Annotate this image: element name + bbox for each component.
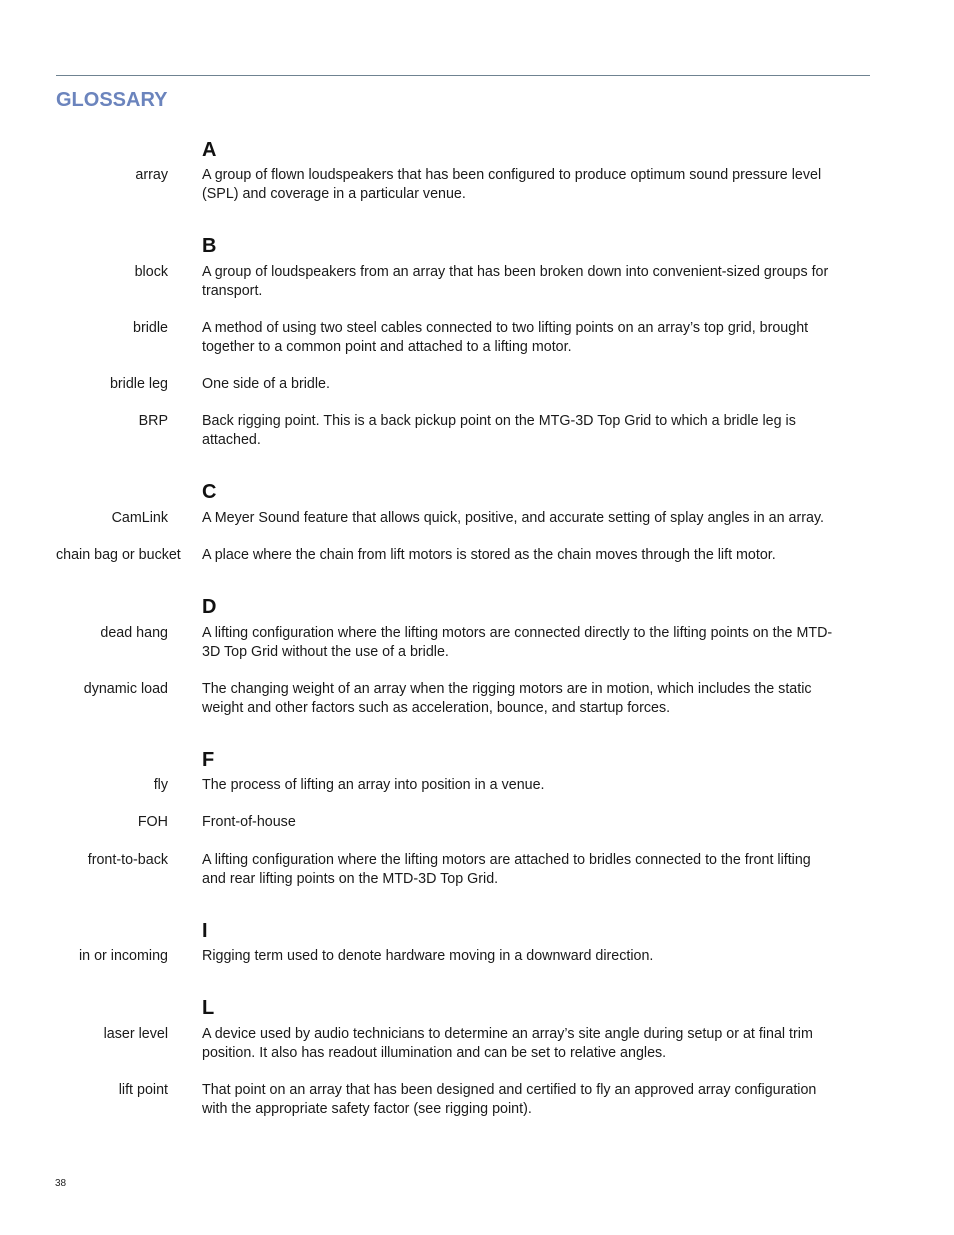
definition-line: Front-of-house <box>202 814 296 830</box>
definition-line: with the appropriate safety factor (see rigging point). <box>202 1100 532 1117</box>
glossary-term: BRP <box>138 413 168 429</box>
definition-line: together to a common point and attached to a lifting motor. <box>202 338 572 355</box>
definition-line: The process of lifting an array into position in a venue. <box>202 777 545 793</box>
section-letter-f: F <box>202 749 215 771</box>
glossary-definition <box>202 412 870 449</box>
definition-line: The changing weight of an array when the rigging motors are in motion, which includes the static <box>202 681 812 697</box>
glossary-definition <box>202 166 870 203</box>
glossary-definition <box>202 546 870 565</box>
section-letter-l: L <box>202 997 215 1019</box>
glossary-term: laser level <box>103 1026 168 1042</box>
definition-line: (SPL) and coverage in a particular venue. <box>202 185 466 202</box>
glossary-definition <box>202 319 870 356</box>
definition-line: attached. <box>202 431 261 448</box>
definition-line: 3D Top Grid without the use of a bridle. <box>202 643 449 660</box>
glossary-definition <box>202 851 870 888</box>
glossary-term: array <box>135 167 168 183</box>
page-number: 38 <box>55 1178 67 1189</box>
glossary-term: dynamic load <box>83 681 168 697</box>
glossary-term: front-to-back <box>87 852 168 868</box>
glossary-definition <box>202 263 870 300</box>
glossary-definition <box>202 1081 870 1118</box>
glossary-term: bridle <box>133 320 168 336</box>
definition-line: A group of loudspeakers from an array that has been broken down into convenient-sized groups for <box>202 264 829 280</box>
definition-line: transport. <box>202 282 263 299</box>
definition-line: A lifting configuration where the lifting motors are connected directly to the lifting points on the MTD- <box>202 625 833 641</box>
glossary-term: in or incoming <box>79 948 168 964</box>
definition-line: A Meyer Sound feature that allows quick, positive, and accurate setting of splay angles in an array. <box>202 510 824 526</box>
definition-line: A place where the chain from lift motors is stored as the chain moves through the lift motor. <box>202 547 776 563</box>
glossary-term: block <box>134 264 168 280</box>
glossary-definition <box>202 947 870 966</box>
glossary-definition <box>202 624 870 661</box>
glossary-term: fly <box>153 777 168 793</box>
definition-line: and rear lifting points on the MTD-3D Top Grid. <box>202 870 499 887</box>
glossary-definition <box>202 1025 870 1062</box>
section-letter-b: B <box>202 235 217 257</box>
definition-line: That point on an array that has been designed and certified to fly an approved array configuration <box>202 1082 817 1098</box>
glossary-definition <box>202 776 870 795</box>
section-letter-d: D <box>202 596 217 618</box>
glossary-term: lift point <box>118 1082 168 1098</box>
definition-line: A method of using two steel cables connected to two lifting points on an array’s top grid, brought <box>202 320 809 336</box>
glossary-definition <box>202 509 870 528</box>
definition-line: A device used by audio technicians to determine an array’s site angle during setup or at final trim <box>202 1026 813 1042</box>
glossary-definition <box>202 375 870 394</box>
definition-line: One side of a bridle. <box>202 376 330 392</box>
section-letter-i: I <box>202 920 208 942</box>
glossary-term: FOH <box>137 814 168 830</box>
header-rule <box>56 75 870 76</box>
definition-line: A group of flown loudspeakers that has been configured to produce optimum sound pressure level <box>202 167 822 183</box>
glossary-definition <box>202 813 870 832</box>
definition-line: Rigging term used to denote hardware moving in a downward direction. <box>202 948 654 964</box>
glossary-definition <box>202 680 870 717</box>
glossary-term: chain bag or bucket <box>56 547 181 563</box>
page-title: GLOSSARY <box>56 89 168 111</box>
glossary-term: bridle leg <box>109 376 168 392</box>
definition-line: weight and other factors such as acceleration, bounce, and startup forces. <box>202 699 671 716</box>
definition-line: A lifting configuration where the lifting motors are attached to bridles connected to the front lifting <box>202 852 811 868</box>
glossary-term: CamLink <box>111 510 168 526</box>
definition-line: Back rigging point. This is a back pickup point on the MTG-3D Top Grid to which a bridle leg is <box>202 413 796 429</box>
definition-line: position. It also has readout illumination and can be set to relative angles. <box>202 1044 667 1061</box>
glossary-term: dead hang <box>100 625 168 641</box>
section-letter-c: C <box>202 481 217 503</box>
section-letter-a: A <box>202 139 217 161</box>
